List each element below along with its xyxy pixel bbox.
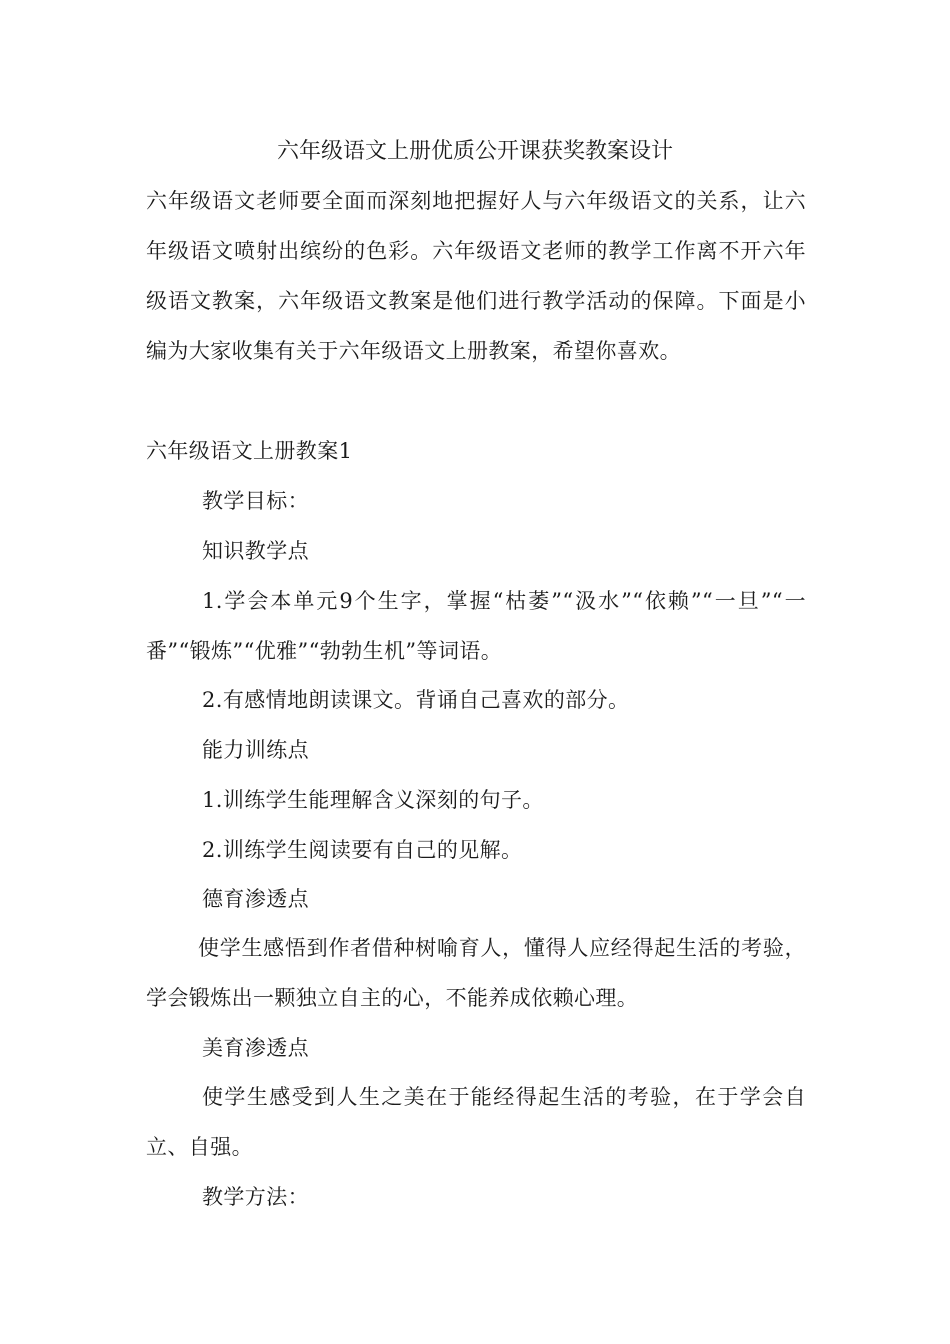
aesthetic-paragraph: 使学生感受到人生之美在于能经得起生活的考验，在于学会自立、自强。 bbox=[146, 1085, 806, 1159]
moral-paragraph: 使学生感悟到作者借种树喻育人，懂得人应经得起生活的考验，学会锻炼出一颗独立自主的心，不能养成依赖心理。 bbox=[146, 936, 806, 1010]
knowledge-item-1: 1.学会本单元9个生字，掌握“枯萎”“汲水”“依赖”“一旦”“一番”“锻炼”“优雅”“勃勃生机”等词语。 bbox=[146, 589, 806, 663]
teaching-goals-label: 教学目标： bbox=[202, 489, 309, 513]
document-title: 六年级语文上册优质公开课获奖教案设计 bbox=[276, 139, 673, 164]
ability-label: 能力训练点 bbox=[202, 738, 309, 762]
ability-item-2: 2.训练学生阅读要有自己的见解。 bbox=[202, 838, 523, 862]
aesthetic-label: 美育渗透点 bbox=[202, 1036, 309, 1060]
intro-paragraph: 六年级语文老师要全面而深刻地把握好人与六年级语文的关系，让六年级语文喷射出缤纷的色彩。六年级语文老师的教学工作离不开六年级语文教案，六年级语文教案是他们进行教学活动的保障。下面是小编为大家收集有关于六年级语文上册教案，希望你喜欢。 bbox=[146, 189, 806, 363]
knowledge-label: 知识教学点 bbox=[202, 539, 309, 563]
knowledge-item-2: 2.有感情地朗读课文。背诵自己喜欢的部分。 bbox=[202, 688, 630, 712]
teaching-method-label: 教学方法： bbox=[202, 1185, 309, 1209]
ability-item-1: 1.训练学生能理解含义深刻的句子。 bbox=[202, 788, 544, 812]
section-heading: 六年级语文上册教案1 bbox=[146, 439, 353, 463]
moral-label: 德育渗透点 bbox=[202, 887, 309, 911]
